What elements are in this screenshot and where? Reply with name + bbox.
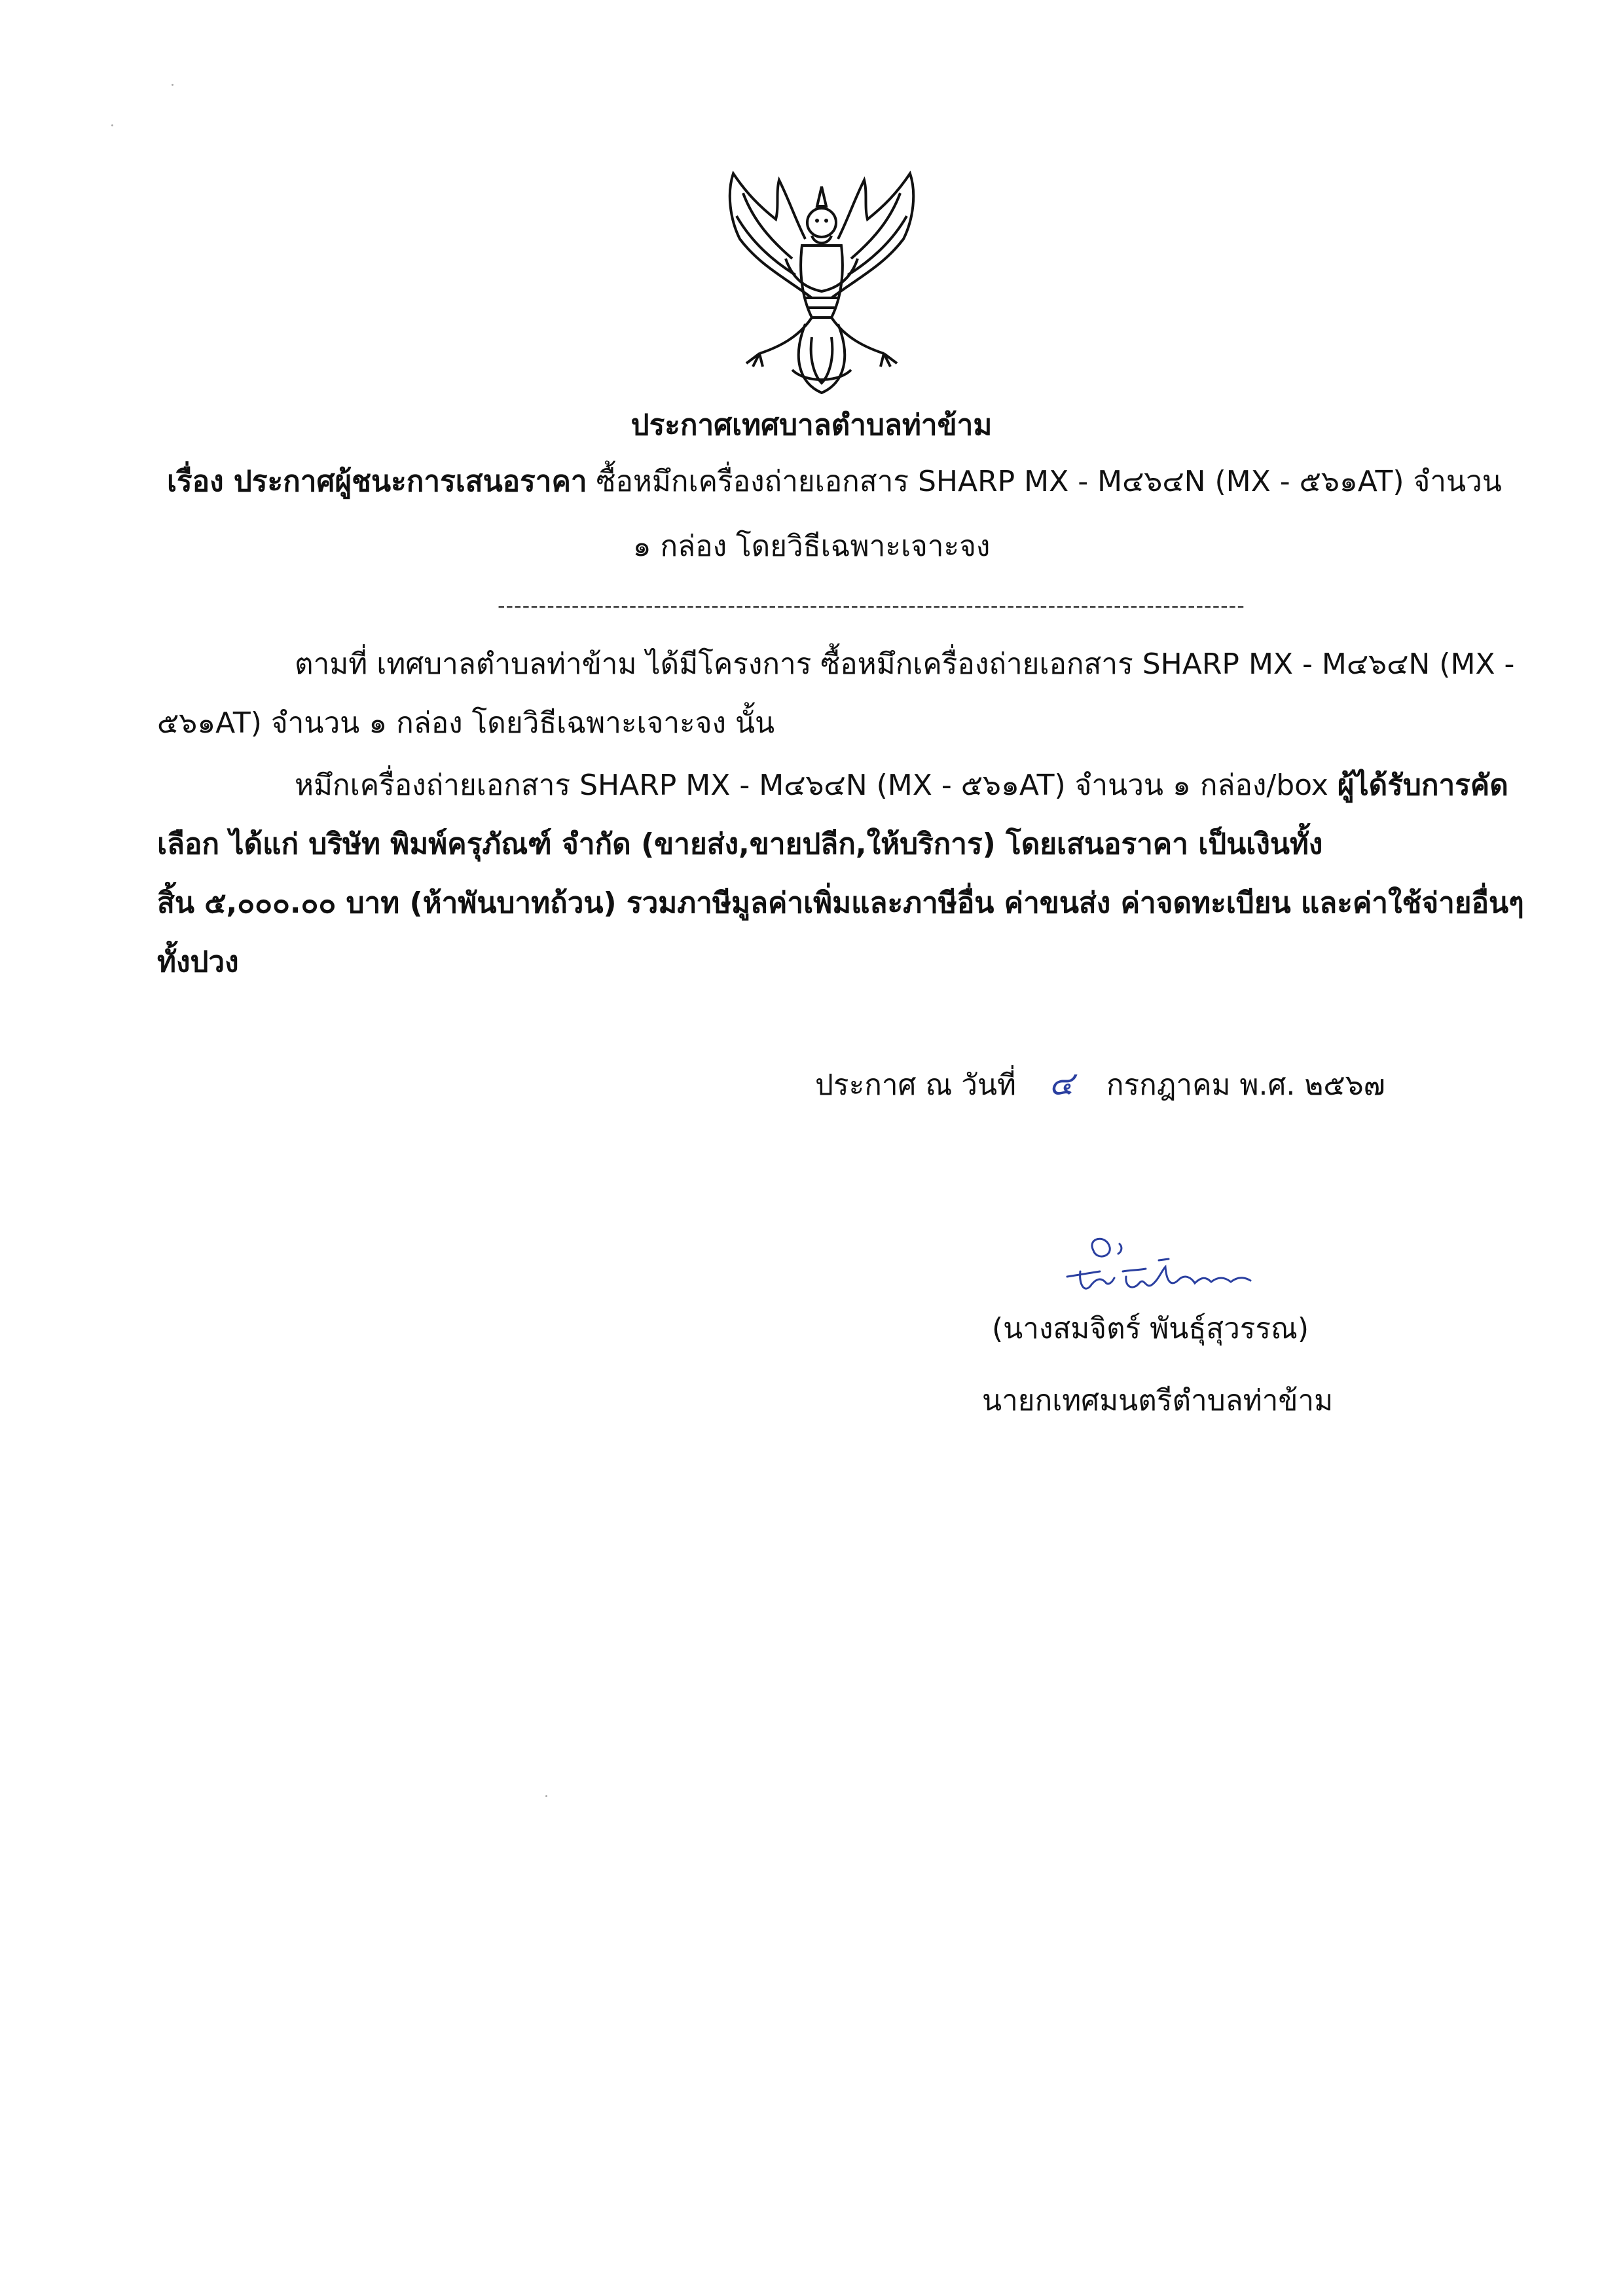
signer-position: นายกเทศมนตรีตำบลท่าข้าม — [982, 1384, 1334, 1417]
announcement-title: ประกาศเทศบาลตำบลท่าข้าม — [630, 409, 993, 442]
date-day-handwritten: ๔ — [1049, 1065, 1074, 1102]
date-suffix: กรกฎาคม พ.ศ. ๒๕๖๗ — [1106, 1068, 1385, 1102]
winner-label: ผู้ได้รับการคัด — [1337, 769, 1508, 802]
subject-line-2: ๑ กล่อง โดยวิธีเฉพาะเจาะจง — [632, 530, 991, 563]
body-paragraph-2-line-3: สิ้น ๕,๐๐๐.๐๐ บาท (ห้าพันบาทถ้วน) รวมภาษีมูลค่าเพิ่มและภาษีอื่น ค่าขนส่ง ค่าจดทะเบียน และค่าใช้จ่ายอื่นๆ — [157, 886, 1524, 920]
body-paragraph-2-line-2: เลือก ได้แก่ บริษัท พิมพ์ครุภัณฑ์ จำกัด (ขายส่ง,ขายปลีก,ให้บริการ) โดยเสนอราคา เป็นเงินทั้ง — [157, 828, 1323, 861]
announcement-date — [815, 1064, 1385, 1105]
scan-speck — [172, 84, 173, 86]
signer-name: (นางสมจิตร์ พันธุ์สุวรรณ) — [992, 1312, 1309, 1345]
garuda-emblem-icon — [714, 167, 930, 399]
body-paragraph-2-line-4: ทั้งปวง — [157, 945, 239, 979]
body-paragraph-1-line-2: ๕๖๑AT) จำนวน ๑ กล่อง โดยวิธีเฉพาะเจาะจง นั้น — [157, 706, 775, 740]
body-paragraph-1-line-1: ตามที่ เทศบาลตำบลท่าข้าม ได้มีโครงการ ซื้อหมึกเครื่องถ่ายเอกสาร SHARP MX - M๔๖๔N (MX - — [295, 647, 1515, 681]
scan-speck — [111, 124, 113, 126]
scan-speck — [545, 1795, 547, 1797]
handwritten-signature-icon — [1054, 1231, 1277, 1309]
item-description: หมึกเครื่องถ่ายเอกสาร SHARP MX - M๔๖๔N (MX - ๕๖๑AT) จำนวน ๑ กล่อง/box — [295, 769, 1328, 802]
subject-label: เรื่อง ประกาศผู้ชนะการเสนอราคา — [167, 465, 587, 498]
subject-text: ซื้อหมึกเครื่องถ่ายเอกสาร SHARP MX - M๔๖๔N (MX - ๕๖๑AT) จำนวน — [596, 465, 1502, 498]
divider-line: ------------------------------------------------------------------------------------------- — [498, 593, 1245, 618]
body-paragraph-2-line-1 — [295, 766, 1508, 805]
subject-line-1 — [167, 462, 1502, 501]
date-prefix: ประกาศ ณ วันที่ — [815, 1068, 1017, 1102]
